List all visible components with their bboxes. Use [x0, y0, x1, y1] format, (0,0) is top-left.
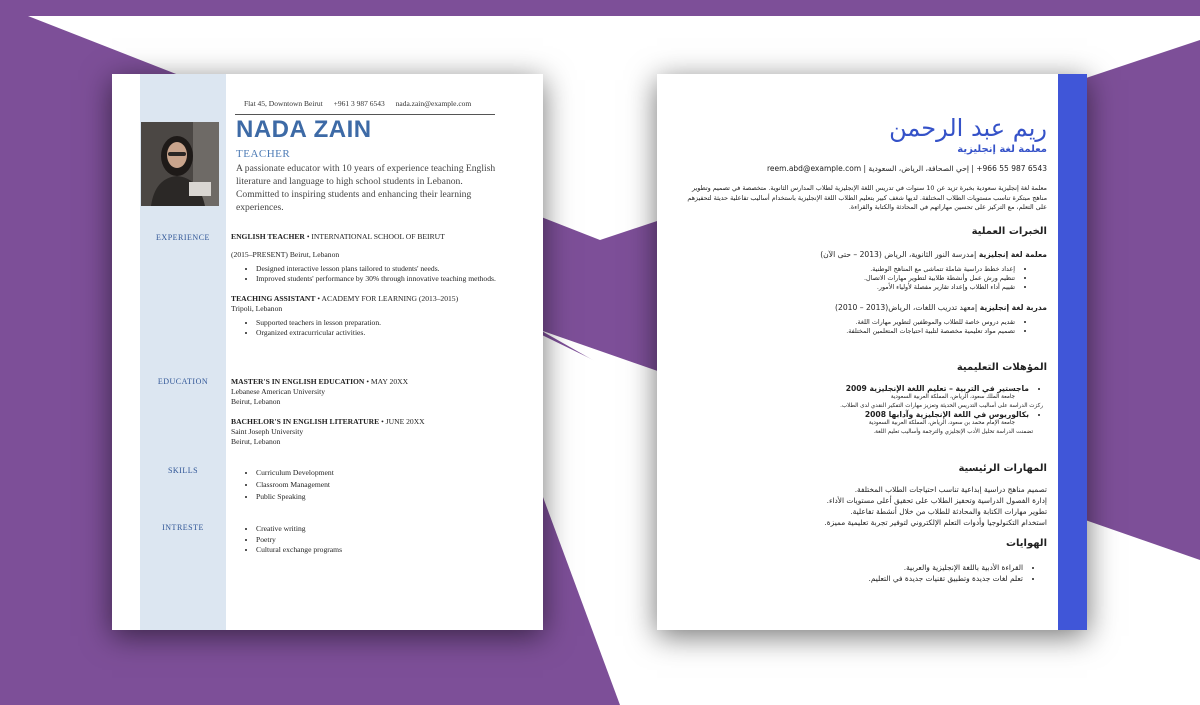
job-bullets: [231, 318, 501, 338]
job-bullets-ar: [687, 318, 1047, 336]
education-list-ar: [687, 384, 1047, 402]
heading-hobbies-ar: الهوايات: [1005, 538, 1047, 549]
interests-section: [231, 524, 501, 556]
list-item: • Poetry: [256, 535, 501, 546]
list-item: • Creative writing: [256, 524, 501, 535]
list-item: • Organized extracurricular activities.: [256, 328, 501, 338]
job-org: • ACADEMY FOR LEARNING (2013–2015): [315, 294, 459, 303]
degree-note-ar: تضمنت الدراسة تحليل الأدب الإنجليزي والترجمة وأساليب تعليم اللغة.: [873, 428, 1033, 435]
section-label-interests: INTRESTE: [162, 523, 204, 532]
job-role: TEACHING ASSISTANT: [231, 294, 316, 303]
section-label-education: EDUCATION: [157, 377, 209, 386]
candidate-name-ar: ريم عبد الرحمن: [889, 114, 1047, 142]
job-org: • INTERNATIONAL SCHOOL OF BEIRUT: [304, 232, 445, 241]
hobbies-section-ar: [687, 562, 1047, 584]
school-name-ar: جامعة الإمام محمد بن سعود، الرياض، المملكة العربية السعودية: [868, 420, 1015, 426]
education-section: [231, 377, 501, 447]
skills-list: [231, 467, 501, 503]
accent-bar: [1058, 74, 1087, 630]
experience-section: [231, 232, 501, 338]
candidate-title-ar: معلمة لغة إنجليزية: [957, 144, 1047, 155]
contact-line: [244, 99, 480, 108]
degree-title-ar: • ماجستير في التربية – تعليم اللغة الإنجليزية 2009: [845, 384, 1029, 393]
job-heading: [231, 232, 501, 242]
degree-title: MASTER'S IN ENGLISH EDUCATION: [231, 377, 365, 386]
profile-photo: [141, 122, 219, 206]
arabic-resume-page: [657, 74, 1087, 630]
list-item: • Designed interactive lesson plans tailored to students' needs.: [256, 264, 501, 274]
job-heading-ar: [687, 303, 1047, 312]
list-item: • تقديم دروس خاصة للطلاب والموظفين لتطوير مهارات اللغة.: [687, 318, 1015, 327]
list-item: • Public Speaking: [256, 491, 501, 503]
skills-section: [231, 467, 501, 503]
list-item: [687, 384, 1029, 402]
summary-paragraph-ar: معلمة لغة إنجليزية سعودية بخبرة تزيد عن 10 سنوات في تدريس اللغة الإنجليزية لطلاب المدارس الثانوية. متخصصة في تصميم وتطوير مناهج مبتكرة تناسب مستويات الطلاب المختلفة. لديها شغف كبير بتعليم الطلاب اللغة الإنجليزية باستخدام أساليب تفاعلية حديثة لتحفيزهم على التعلم، مع التركيز على تحسين مهاراتهم في المحادثة والكتابة والقراءة.: [687, 184, 1047, 211]
list-item: • تصميم مواد تعليمية مخصصة لتلبية احتياجات المتعلمين المختلفة.: [687, 327, 1015, 336]
phone-text: +961 3 987 6543: [333, 99, 385, 108]
list-item: • تقييم أداء الطلاب وإعداد تقارير مفصلة لأولياء الأمور.: [687, 283, 1015, 292]
list-item: • تنظيم ورش عمل وأنشطة طلابية لتطوير مهارات الاتصال.: [687, 274, 1015, 283]
list-item: • Supported teachers in lesson preparation.: [256, 318, 501, 328]
list-item: • Cultural exchange programs: [256, 545, 501, 556]
degree-note-ar: ركزت الدراسة على أساليب التدريس الحديثة وتعزيز مهارات التفكير النقدي لدى الطلاب.: [840, 402, 1043, 409]
section-label-skills: SKILLS: [167, 466, 199, 475]
list-item: [687, 410, 1029, 428]
contact-line-ar: 6543 987 55 966+ | إحي الصحافة، الرياض، السعودية | reem.abd@example.com: [766, 164, 1047, 173]
section-label-experience: EXPERIENCE: [156, 233, 210, 242]
job-org-ar: |معهد تدريب اللغات، الرياض(2013 – 2010): [835, 303, 980, 312]
candidate-title: TEACHER: [236, 148, 291, 160]
school-name: Lebanese American University: [231, 387, 326, 396]
degree-title-ar: • بكالوريوس في اللغة الإنجليزية وآدابها 2008: [864, 410, 1029, 419]
job-bullets-ar: [687, 265, 1047, 292]
address-text: Flat 45, Downtown Beirut: [244, 99, 323, 108]
skills-section-ar: [687, 484, 1047, 528]
skill-line-ar: تصميم مناهج دراسية إبداعية تناسب احتياجات الطلاب المختلفة.: [854, 485, 1047, 494]
list-item: • تعلم لغات جديدة وتطبيق تقنيات جديدة في التعليم.: [687, 573, 1023, 584]
job-role-ar: معلمة لغة إنجليزية: [978, 250, 1047, 259]
degree-date: • MAY 20XX: [364, 377, 409, 386]
skill-line-ar: تطوير مهارات الكتابة والمحادثة للطلاب من خلال أنشطة تفاعلية.: [850, 507, 1047, 516]
english-resume-page: [112, 74, 543, 630]
job-meta: Tripoli, Lebanon: [231, 304, 283, 313]
job-heading-ar: [687, 250, 1047, 259]
education-list-ar: [687, 410, 1047, 428]
school-place: Beirut, Lebanon: [231, 397, 281, 406]
summary-paragraph: A passionate educator with 10 years of experience teaching English literature and language to high school students in Lebanon. Committed to inspiring students and enhancing their learning experiences.: [236, 163, 496, 213]
header-divider: [235, 114, 495, 115]
candidate-name: NADA ZAIN: [236, 116, 372, 143]
job-meta: (2015–PRESENT) Beirut, Lebanon: [231, 250, 340, 259]
degree-heading: [231, 377, 501, 387]
job-heading: [231, 294, 501, 304]
list-item: • Improved students' performance by 30% through innovative teaching methods.: [256, 274, 501, 284]
list-item: • إعداد خطط دراسية شاملة تتماشى مع المناهج الوطنية.: [687, 265, 1015, 274]
list-item: • Classroom Management: [256, 479, 501, 491]
skill-line-ar: استخدام التكنولوجيا وأدوات التعلم الإلكتروني لتوفير تجربة تعليمية مميزة.: [824, 518, 1047, 527]
school-place: Beirut, Lebanon: [231, 437, 281, 446]
heading-skills-ar: المهارات الرئيسية: [958, 463, 1047, 474]
school-name: Saint Joseph University: [231, 427, 304, 436]
education-section-ar: [687, 384, 1047, 436]
interests-list: [231, 524, 501, 556]
job-role: ENGLISH TEACHER: [231, 232, 305, 241]
list-item: • القراءة الأدبية باللغة الإنجليزية والعربية.: [687, 562, 1023, 573]
degree-date: • JUNE 20XX: [379, 417, 425, 426]
experience-section-ar: [687, 250, 1047, 336]
job-bullets: [231, 264, 501, 284]
list-item: • Curriculum Development: [256, 467, 501, 479]
job-role-ar: مدربة لغة إنجليزية: [979, 303, 1047, 312]
job-org-ar: |مدرسة النور الثانوية، الرياض (2013 – حتى الآن): [820, 250, 979, 259]
heading-education-ar: المؤهلات التعليمية: [956, 362, 1047, 373]
hobbies-list-ar: [687, 562, 1047, 584]
degree-title: BACHELOR'S IN ENGLISH LITERATURE: [231, 417, 380, 426]
email-text: nada.zain@example.com: [395, 99, 472, 108]
skill-line-ar: إدارة الفصول الدراسية وتحفيز الطلاب على تحقيق أعلى مستويات الأداء.: [826, 496, 1047, 505]
degree-heading: [231, 417, 501, 427]
heading-experience-ar: الخبرات العملية: [971, 226, 1047, 237]
school-name-ar: جامعة الملك سعود، الرياض، المملكة العربية السعودية: [890, 394, 1015, 400]
